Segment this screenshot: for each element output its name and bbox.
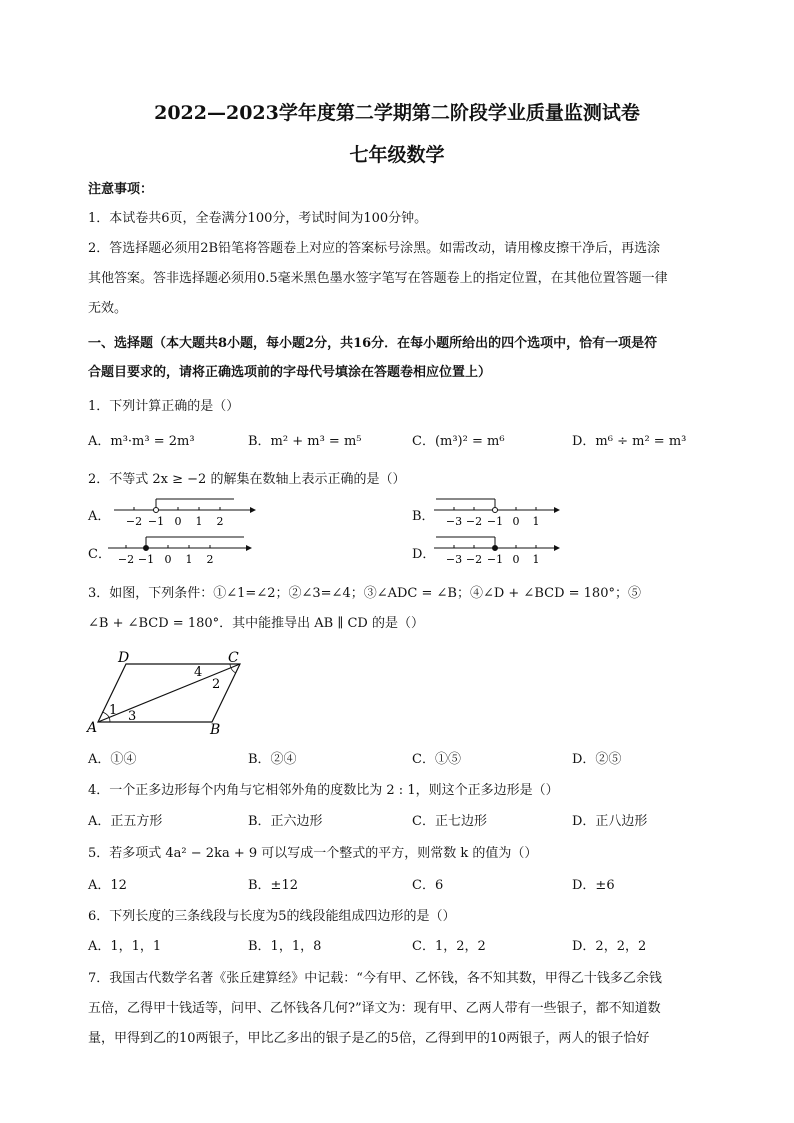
- tick-label: 1: [185, 553, 193, 566]
- tick-label: −2: [465, 553, 483, 566]
- tick-label: 1: [195, 515, 203, 528]
- question-6-option-b: B．1，1，8: [248, 939, 322, 954]
- tick-label: −1: [137, 553, 155, 566]
- question-3-option-c: C．①⑤: [412, 752, 461, 767]
- vertex-label-d: D: [118, 650, 130, 666]
- question-4-option-b: B．正六边形: [248, 814, 323, 829]
- question-2-option-a-label: A．: [88, 509, 111, 524]
- tick-label: 1: [532, 515, 540, 528]
- question-6-option-c: C．1，2，2: [412, 939, 486, 954]
- question-3-parallelogram-figure: [84, 644, 254, 736]
- angle-label-4: 4: [194, 665, 203, 680]
- tick-label: −2: [125, 515, 143, 528]
- tick-label: −2: [117, 553, 135, 566]
- question-2-number-line-d: [432, 534, 562, 568]
- question-7-line-3: 量，甲得到乙的10两银子，甲比乙多出的银子是乙的5倍，乙得到甲的10两银子，两人的银子恰好: [88, 1031, 650, 1046]
- question-2-option-c-label: C．: [88, 547, 111, 562]
- question-6-stem: 6．下列长度的三条线段与长度为5的线段能组成四边形的是（）: [88, 909, 456, 924]
- tick-label: 0: [174, 515, 182, 528]
- tick-label: 0: [164, 553, 172, 566]
- question-1-option-a: A．m³·m³ = 2m³: [88, 434, 195, 449]
- vertex-label-c: C: [228, 650, 239, 666]
- tick-label: −1: [486, 515, 504, 528]
- question-1-option-c: C．(m³)² = m⁶: [412, 434, 505, 449]
- question-6-option-a: A．1，1，1: [88, 939, 162, 954]
- tick-label: 1: [532, 553, 540, 566]
- question-3-option-b: B．②④: [248, 752, 297, 767]
- question-4-stem: 4．一个正多边形每个内角与它相邻外角的度数比为 2 : 1，则这个正多边形是（）: [88, 783, 559, 798]
- tick-label: −3: [445, 553, 463, 566]
- tick-label: 2: [216, 515, 224, 528]
- question-1-option-b: B．m² + m³ = m⁵: [248, 434, 362, 449]
- question-4-option-c: C．正七边形: [412, 814, 487, 829]
- question-1-stem: 1．下列计算正确的是（）: [88, 399, 240, 414]
- tick-label: −1: [147, 515, 165, 528]
- exam-subtitle: 七年级数学: [349, 144, 445, 166]
- question-6-option-d: D．2，2，2: [572, 939, 647, 954]
- question-1-option-d: D．m⁶ ÷ m² = m³: [572, 434, 687, 449]
- question-5-option-a: A．12: [88, 878, 127, 893]
- question-5-stem: 5．若多项式 4a² − 2ka + 9 可以写成一个整式的平方，则常数 k 的值为（）: [88, 846, 538, 861]
- question-3-option-d: D．②⑤: [572, 752, 622, 767]
- tick-label: 2: [206, 553, 214, 566]
- tick-label: 0: [512, 515, 520, 528]
- angle-label-2: 2: [212, 677, 221, 692]
- note-2-line-2: 其他答案。答非选择题必须用0.5毫米黑色墨水签字笔写在答题卷上的指定位置，在其他位置答题一律: [88, 271, 668, 286]
- notes-heading: 注意事项：: [88, 182, 154, 197]
- question-2-stem: 2．不等式 2x ≥ −2 的解集在数轴上表示正确的是（）: [88, 472, 406, 487]
- note-1: 1．本试卷共6页，全卷满分100分，考试时间为100分钟。: [88, 211, 428, 226]
- question-3-stem-line-1: 3．如图，下列条件：①∠1=∠2；②∠3=∠4；③∠ADC = ∠B；④∠D + ∠BCD = 180°；⑤: [88, 586, 641, 601]
- question-3-option-a: A．①④: [88, 752, 137, 767]
- section-1-heading-line-2: 合题目要求的，请将正确选项前的字母代号填涂在答题卷相应位置上）: [88, 365, 492, 380]
- question-2-option-d-label: D．: [412, 547, 436, 562]
- tick-label: −2: [465, 515, 483, 528]
- note-2-line-3: 无效。: [88, 301, 128, 316]
- angle-label-3: 3: [128, 709, 137, 724]
- question-5-option-d: D．±6: [572, 878, 615, 893]
- question-5-option-c: C．6: [412, 878, 444, 893]
- question-5-option-b: B．±12: [248, 878, 298, 893]
- section-1-heading-line-1: 一、选择题（本大题共8小题，每小题2分，共16分．在每小题所给出的四个选项中，恰有一项是符: [88, 336, 658, 351]
- question-2-number-line-b: [432, 496, 562, 530]
- question-7-line-1: 7．我国古代数学名著《张丘建算经》中记载：“今有甲、乙怀钱，各不知其数，甲得乙十钱多乙余钱: [88, 971, 662, 986]
- tick-label: 0: [512, 553, 520, 566]
- question-2-number-line-c: [106, 534, 256, 568]
- vertex-label-b: B: [210, 722, 221, 736]
- tick-label: −1: [486, 553, 504, 566]
- question-3-stem-line-2: ∠B + ∠BCD = 180°．其中能推导出 AB ∥ CD 的是（）: [88, 616, 424, 631]
- note-2-line-1: 2．答选择题必须用2B铅笔将答题卷上对应的答案标号涂黑。如需改动，请用橡皮擦干净后，再选涂: [88, 241, 661, 256]
- question-2-option-b-label: B．: [412, 509, 435, 524]
- tick-label: −3: [445, 515, 463, 528]
- question-4-option-d: D．正八边形: [572, 814, 648, 829]
- question-2-number-line-a: [112, 496, 257, 530]
- exam-title: 2022—2023学年度第二学期第二阶段学业质量监测试卷: [154, 102, 640, 124]
- question-7-line-2: 五倍，乙得甲十钱适等，问甲、乙怀钱各几何?”译文为：现有甲、乙两人带有一些银子，都不知道数: [88, 1001, 661, 1016]
- angle-label-1: 1: [109, 703, 118, 718]
- vertex-label-a: A: [87, 720, 98, 736]
- question-4-option-a: A．正五方形: [88, 814, 163, 829]
